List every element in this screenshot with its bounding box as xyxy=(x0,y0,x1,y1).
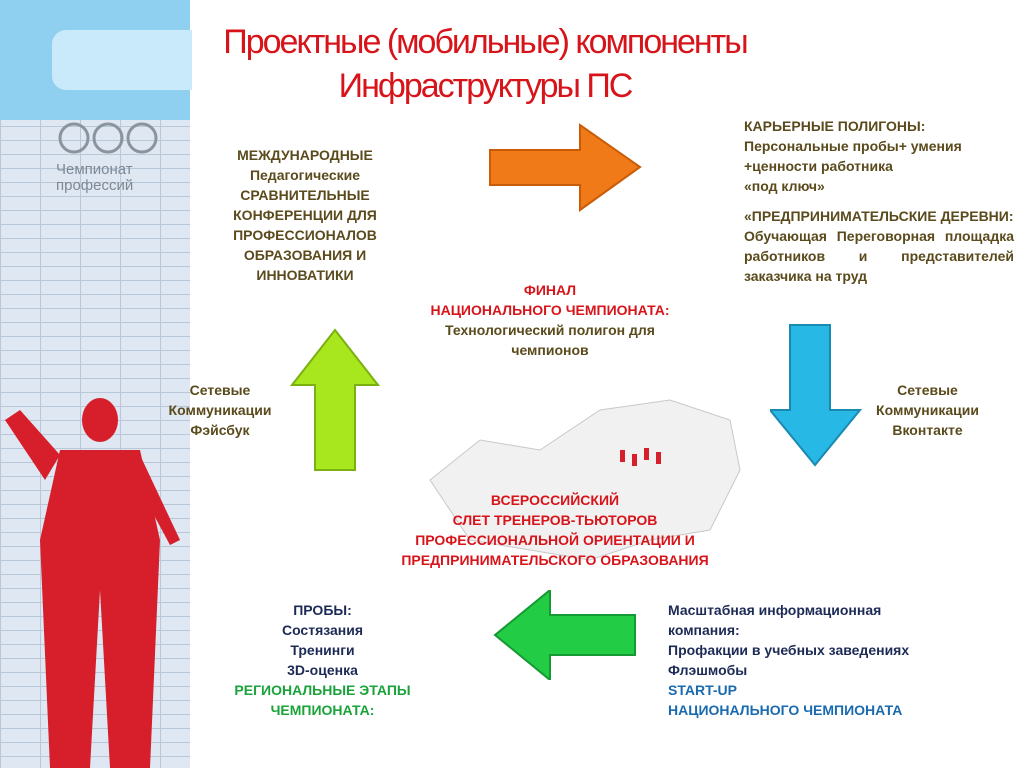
network-vkontakte xyxy=(855,380,1000,440)
text-line: ПРОФЕССИОНАЛЬНОЙ ОРИЕНТАЦИИ И xyxy=(415,532,695,548)
logo xyxy=(56,118,176,194)
page-title xyxy=(190,20,780,108)
probes-block xyxy=(215,600,430,720)
text-line: ПРОФЕССИОНАЛОВ xyxy=(233,227,377,243)
text-line: Коммуникации xyxy=(876,402,979,418)
text-line: ИННОВАТИКИ xyxy=(256,267,354,283)
text-line: чемпионов xyxy=(511,342,589,358)
text-line: НАЦИОНАЛЬНОГО ЧЕМПИОНАТА xyxy=(668,702,903,718)
text-line: компания: xyxy=(668,622,740,638)
text-line: Профакции в учебных заведениях xyxy=(668,642,910,658)
text-line: КАРЬЕРНЫЕ ПОЛИГОНЫ: xyxy=(744,118,926,134)
final-block xyxy=(400,280,700,360)
international-conferences xyxy=(205,145,405,285)
blue-arrow-icon xyxy=(770,320,870,470)
text-line: Сетевые xyxy=(189,382,251,398)
text-line: Масштабная информационная xyxy=(668,602,882,618)
logo-line2: профессий xyxy=(56,177,134,194)
text-line: ВСЕРОССИЙСКИЙ xyxy=(490,492,620,508)
text-line: +ценности работника xyxy=(744,158,893,174)
network-facebook xyxy=(150,380,290,440)
logo-faces-icon xyxy=(56,118,166,158)
text-line: Коммуникации xyxy=(168,402,272,418)
text-line: Вконтакте xyxy=(892,422,963,438)
green-arrow-icon xyxy=(490,590,640,680)
text-line: ПРОБЫ: xyxy=(293,602,352,618)
text-line: Тренинги xyxy=(290,642,355,658)
text-line: КОНФЕРЕНЦИИ ДЛЯ xyxy=(233,207,377,223)
text-line: Фэйсбук xyxy=(190,422,250,438)
text-line: START-UP xyxy=(668,682,737,698)
text-line: ЧЕМПИОНАТА: xyxy=(270,702,375,718)
text-line: «ПРЕДПРИНИМАТЕЛЬСКИЕ ДЕРЕВНИ: xyxy=(744,208,1014,224)
text-line: СРАВНИТЕЛЬНЫЕ xyxy=(240,187,370,203)
text-line: Педагогические xyxy=(249,167,361,183)
text-line: 3D-оценка xyxy=(287,662,358,678)
lime-arrow-icon xyxy=(290,325,380,475)
text-line: НАЦИОНАЛЬНОГО ЧЕМПИОНАТА: xyxy=(430,302,670,318)
text-line: Обучающая Переговорная площадка работников и представителей заказчика на труд xyxy=(744,228,1014,284)
businessman-figure xyxy=(0,390,190,768)
title-line2: Инфраструктуры ПС xyxy=(338,67,632,105)
career-polygons xyxy=(744,116,1014,286)
text-line: Сетевые xyxy=(897,382,958,398)
text-line: Состязания xyxy=(281,622,364,638)
sidebar-top-card xyxy=(52,30,192,90)
text-line: СЛЕТ ТРЕНЕРОВ-ТЬЮТОРОВ xyxy=(452,512,658,528)
logo-line1: Чемпионат xyxy=(56,161,133,178)
slet-block xyxy=(380,490,730,570)
text-line: ОБРАЗОВАНИЯ И xyxy=(243,247,367,263)
campaign-block xyxy=(668,600,988,720)
text-line: РЕГИОНАЛЬНЫЕ ЭТАПЫ xyxy=(234,682,411,698)
text-line: Технологический полигон для xyxy=(445,322,655,338)
text-line: Флэшмобы xyxy=(668,662,748,678)
text-line: ФИНАЛ xyxy=(523,282,577,298)
orange-arrow-icon xyxy=(485,120,645,215)
title-line1: Проектные (мобильные) компоненты xyxy=(223,23,747,61)
text-line: МЕЖДУНАРОДНЫЕ xyxy=(237,147,373,163)
text-line: ПРЕДПРИНИМАТЕЛЬСКОГО ОБРАЗОВАНИЯ xyxy=(401,552,709,568)
text-line: Персональные пробы+ умения xyxy=(744,138,962,154)
text-line: «под ключ» xyxy=(744,178,825,194)
